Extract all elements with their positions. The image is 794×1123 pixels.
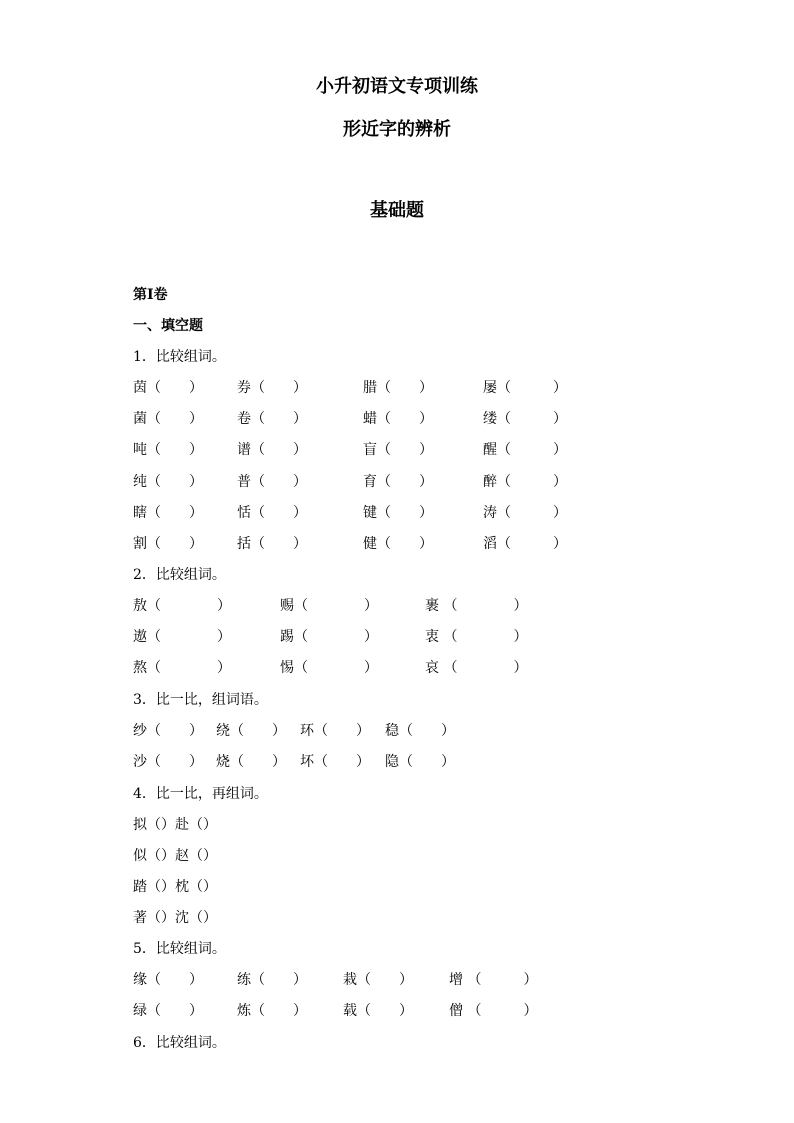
- word-blank-item: 哀 （ ）: [425, 660, 528, 677]
- word-blank-item: 烧（ ）: [216, 754, 286, 771]
- word-blank-item: 惕（ ）: [280, 660, 378, 677]
- word-blank-item: 缘（ ）: [133, 972, 203, 988]
- word-blank-item: 屡（ ）: [483, 380, 567, 396]
- word-blank-item: 增 （ ）: [449, 972, 538, 988]
- word-blank-item: 稳（ ）: [385, 723, 455, 739]
- word-blank-item: 熬（ ）: [133, 660, 231, 677]
- word-blank-item: 僧 （ ）: [449, 1003, 538, 1020]
- word-blank-item: 纯（ ）: [133, 473, 203, 490]
- question-row: [0, 379, 794, 397]
- word-blank-item: 栽（ ）: [343, 972, 413, 988]
- word-blank-item: 菌（ ）: [133, 411, 203, 428]
- word-blank-item: 茵（ ）: [133, 380, 203, 396]
- word-blank-item: 踢（ ）: [280, 629, 378, 646]
- word-blank-item: 腊（ ）: [363, 380, 433, 396]
- question-row: [0, 441, 794, 459]
- question-row: [0, 535, 794, 553]
- section-heading: 一、填空题: [133, 318, 203, 334]
- document-subtitle: 形近字的辨析: [343, 119, 451, 140]
- word-blank-item: 缕（ ）: [483, 411, 567, 428]
- question-4-row: 拟（）赴（）: [133, 817, 217, 833]
- word-blank-item: 练（ ）: [237, 972, 307, 988]
- question-4-row: 踏（）枕（）: [133, 879, 217, 895]
- word-blank-item: 醒（ ）: [483, 442, 567, 459]
- question-6-prompt: 6．比较组词。: [133, 1035, 226, 1051]
- word-blank-item: 绿（ ）: [133, 1003, 203, 1020]
- question-row: [0, 722, 794, 740]
- word-blank-item: 沙（ ）: [133, 754, 203, 771]
- word-blank-item: 载（ ）: [343, 1003, 413, 1020]
- word-blank-item: 涛（ ）: [483, 504, 567, 521]
- question-row: [0, 597, 794, 615]
- question-row: [0, 753, 794, 771]
- difficulty-heading: 基础题: [370, 200, 424, 221]
- word-blank-item: 恬（ ）: [237, 504, 307, 521]
- word-blank-item: 键（ ）: [363, 504, 433, 521]
- word-blank-item: 普（ ）: [237, 473, 307, 490]
- word-blank-item: 醉（ ）: [483, 473, 567, 490]
- word-blank-item: 割（ ）: [133, 536, 203, 552]
- word-blank-item: 券（ ）: [237, 380, 307, 396]
- word-blank-item: 绕（ ）: [216, 723, 286, 739]
- word-blank-item: 吨（ ）: [133, 442, 203, 459]
- question-4-prompt: 4．比一比，再组词。: [133, 786, 268, 802]
- volume-label: 第I卷: [133, 287, 168, 303]
- question-row: [0, 971, 794, 989]
- word-blank-item: 炼（ ）: [237, 1003, 307, 1020]
- question-2-prompt: 2．比较组词。: [133, 567, 226, 583]
- word-blank-item: 蜡（ ）: [363, 411, 433, 428]
- word-blank-item: 坏（ ）: [300, 754, 370, 771]
- question-row: [0, 659, 794, 677]
- question-row: [0, 628, 794, 646]
- word-blank-item: 环（ ）: [300, 723, 370, 739]
- word-blank-item: 谱（ ）: [237, 442, 307, 459]
- word-blank-item: 纱（ ）: [133, 723, 203, 739]
- question-4-row: 著（）沈（）: [133, 910, 217, 926]
- word-blank-item: 括（ ）: [237, 536, 307, 552]
- question-4-row: 似（）赵（）: [133, 848, 217, 864]
- word-blank-item: 卷（ ）: [237, 411, 307, 428]
- question-row: [0, 473, 794, 491]
- question-1-prompt: 1．比较组词。: [133, 349, 226, 365]
- word-blank-item: 隐（ ）: [385, 754, 455, 771]
- word-blank-item: 育（ ）: [363, 473, 433, 490]
- word-blank-item: 裹 （ ）: [425, 598, 528, 614]
- question-row: [0, 1002, 794, 1020]
- question-5-prompt: 5．比较组词。: [133, 941, 226, 957]
- document-title: 小升初语文专项训练: [316, 76, 478, 97]
- word-blank-item: 衷 （ ）: [425, 629, 528, 646]
- word-blank-item: 瞎（ ）: [133, 504, 203, 521]
- word-blank-item: 健（ ）: [363, 536, 433, 552]
- word-blank-item: 遨（ ）: [133, 629, 231, 646]
- question-3-prompt: 3．比一比，组词语。: [133, 692, 268, 708]
- word-blank-item: 赐（ ）: [280, 598, 378, 614]
- question-row: [0, 410, 794, 428]
- word-blank-item: 滔（ ）: [483, 536, 567, 552]
- word-blank-item: 敖（ ）: [133, 598, 231, 614]
- question-row: [0, 504, 794, 522]
- word-blank-item: 盲（ ）: [363, 442, 433, 459]
